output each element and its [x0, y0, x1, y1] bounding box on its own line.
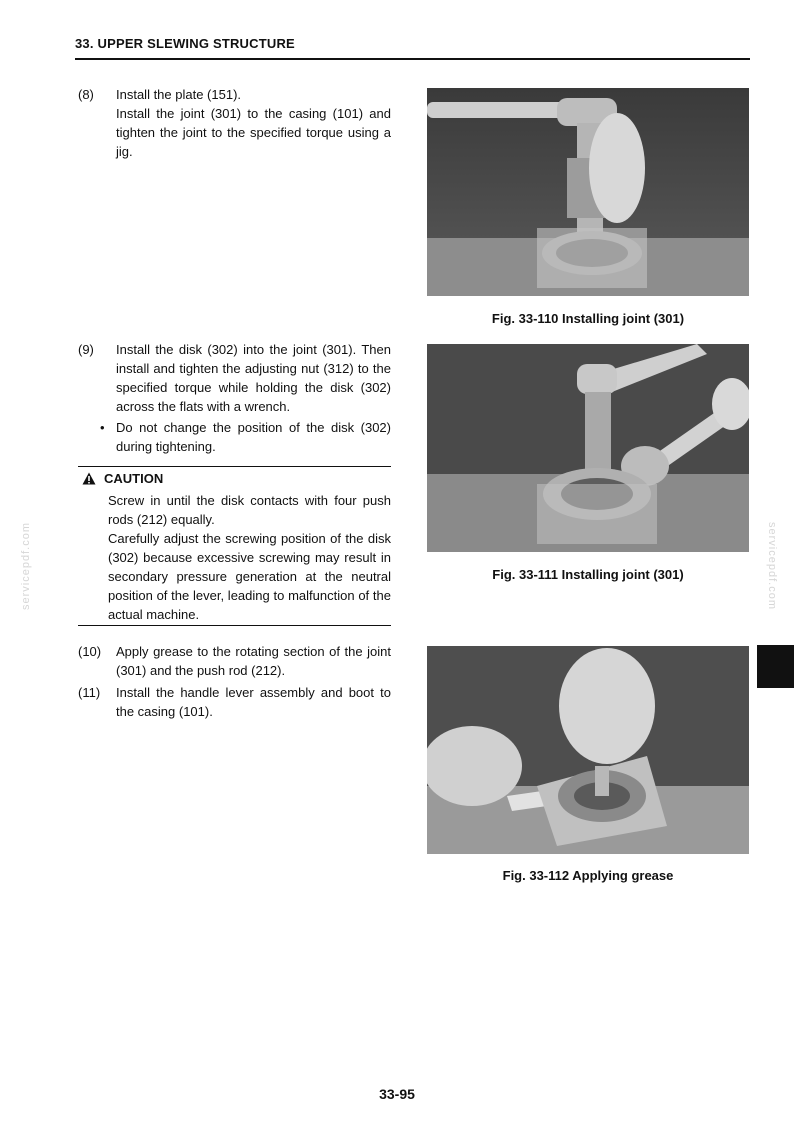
step-10 [78, 642, 391, 680]
step-text-line1: Install the plate (151). [116, 87, 242, 102]
section-tab-marker [757, 645, 794, 688]
caution-paragraph: Carefully adjust the screwing position of the disk (302) because excessive screwing may result in secondary pressure generation at the neutral position of the lever, leading to malfunction of the actual machine. [108, 531, 391, 622]
bullet-note [100, 418, 391, 456]
page-number: 33-95 [379, 1086, 415, 1102]
figure-photo-joint-torque-wrench [427, 88, 749, 296]
figure-caption: Fig. 33-112 Applying grease [502, 868, 674, 883]
step-text: Install the disk (302) into the joint (301). Then install and tighten the adjusting nut (312) to the specified torque while holding the disk (302) across the flats with a wrench. [116, 342, 391, 414]
bullet-mark: • [100, 420, 105, 435]
step-text-line2: Install the joint (301) to the casing (101) and tighten the joint to the specified torque using a jig. [116, 106, 391, 159]
figure-photo-applying-grease [427, 646, 749, 854]
watermark-left: servicepdf.com [19, 522, 32, 610]
step-number: (8) [78, 87, 94, 102]
bullet-text: Do not change the position of the disk (302) during tightening. [116, 420, 391, 454]
figure-photo-joint-wrench-disk [427, 344, 749, 552]
page-header-title: 33. UPPER SLEWING STRUCTURE [75, 36, 295, 51]
caution-heading [82, 471, 163, 486]
step-number: (9) [78, 342, 94, 357]
figure-caption: Fig. 33-111 Installing joint (301) [492, 567, 684, 582]
step-text: Install the handle lever assembly and boot to the casing (101). [116, 685, 391, 719]
step-11 [78, 683, 391, 721]
header-rule [75, 58, 750, 60]
step-text: Apply grease to the rotating section of the joint (301) and the push rod (212). [116, 644, 391, 678]
caution-bottom-rule [78, 625, 391, 626]
figure-caption: Fig. 33-110 Installing joint (301) [491, 311, 685, 326]
watermark-right: servicepdf.com [765, 522, 778, 610]
caution-top-rule [78, 466, 391, 467]
step-9 [78, 340, 391, 416]
step-number: (10) [78, 644, 102, 659]
warning-icon [82, 472, 96, 485]
caution-paragraph: Screw in until the disk contacts with four push rods (212) equally. [108, 493, 391, 527]
step-8 [78, 85, 391, 161]
caution-title: CAUTION [104, 471, 164, 486]
caution-body [108, 491, 391, 624]
step-number: (11) [78, 685, 101, 700]
